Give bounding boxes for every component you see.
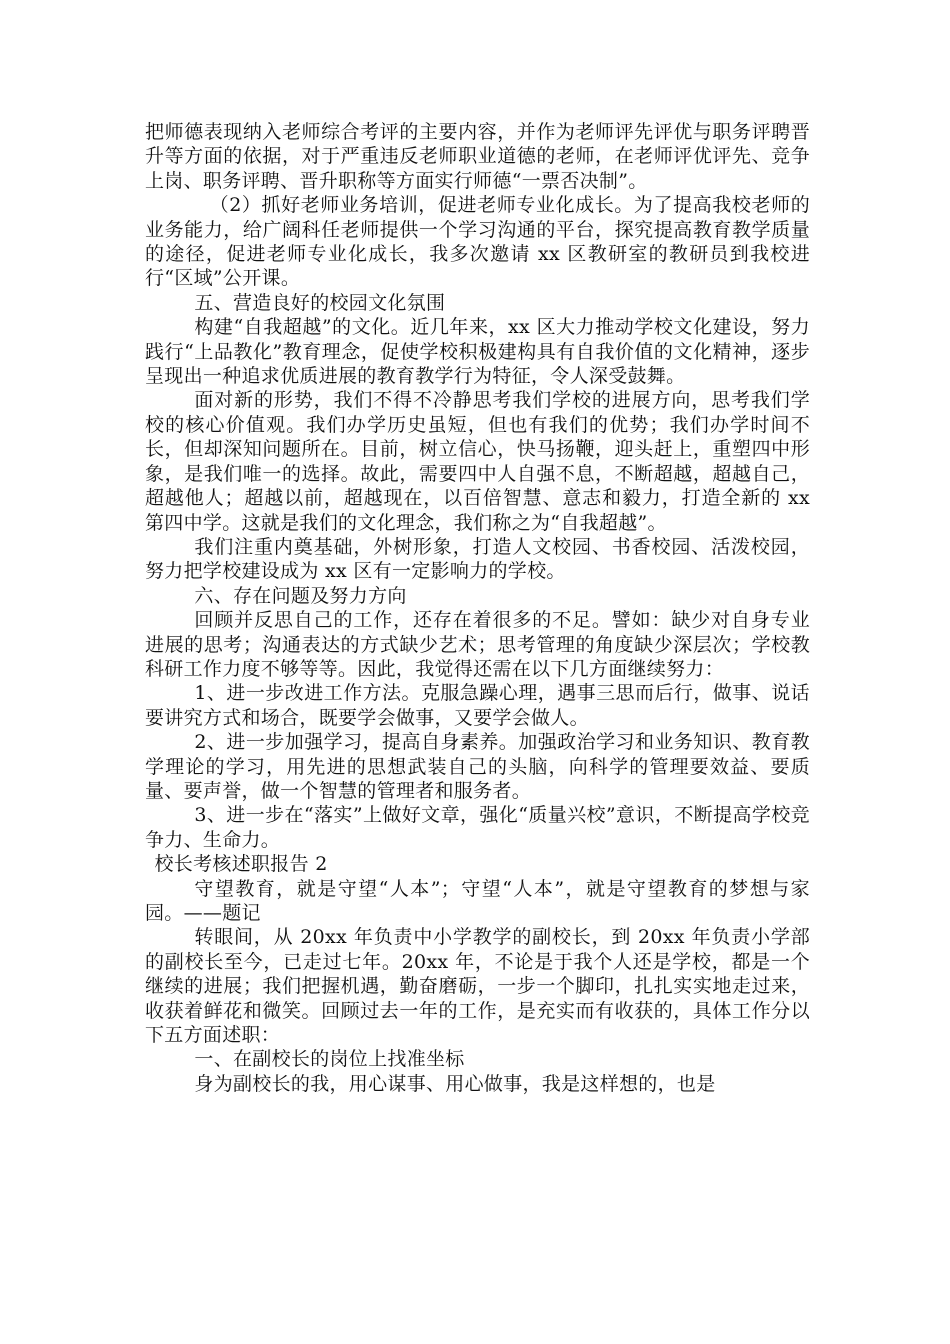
paragraph: 回顾并反思自己的工作，还存在着很多的不足。譬如：缺少对自身专业进展的思考；沟通表达的方式缺少艺术；思考管理的角度缺少深层次；学校教科研工作力度不够等等。因此，我觉得还需在以下几方面继续努力： xyxy=(145,609,810,680)
paragraph: 把师德表现纳入老师综合考评的主要内容，并作为老师评先评优与职务评聘晋升等方面的依据，对于严重违反老师职业道德的老师，在老师评优评先、竞争上岗、职务评聘、晋升职称等方面实行师德“一票否决制”。 xyxy=(145,121,810,192)
paragraph: 3、进一步在“落实”上做好文章，强化“质量兴校”意识，不断提高学校竞争力、生命力。 xyxy=(145,804,810,851)
paragraph: （2）抓好老师业务培训，促进老师专业化成长。为了提高我校老师的业务能力，给广阔科任老师提供一个学习沟通的平台，探究提高教育教学质量的途径，促进老师专业化成长，我多次邀请 xx 区教研室的教研员到我校进行“区域”公开课。 xyxy=(145,194,810,290)
paragraph: 面对新的形势，我们不得不冷静思考我们学校的进展方向，思考我们学校的核心价值观。我们办学历史虽短，但也有我们的优势；我们办学时间不长，但却深知问题所在。目前，树立信心，快马扬鞭，迎头赶上，重塑四中形象，是我们唯一的选择。故此，需要四中人自强不息，不断超越，超越自己，超越他人；超越以前，超越现在，以百倍智慧、意志和毅力，打造全新的 xx 第四中学。这就是我们的文化理念，我们称之为“自我超越”。 xyxy=(145,389,810,534)
paragraph: 身为副校长的我，用心谋事、用心做事，我是这样想的，也是 xyxy=(194,1072,716,1095)
paragraph: 守望教育，就是守望“人本”；守望“人本”，就是守望教育的梦想与家园。——题记 xyxy=(145,877,810,924)
paragraph: 2、进一步加强学习，提高自身素养。加强政治学习和业务知识、教育教学理论的学习，用先进的思想武装自己的头脑，向科学的管理要效益、要质量、要声誉，做一个智慧的管理者和服务者。 xyxy=(145,731,810,802)
report-title: 校长考核述职报告 2 xyxy=(154,853,328,876)
paragraph: 转眼间，从 20xx 年负责中小学教学的副校长，到 20xx 年负责小学部的副校长至今，已走过七年。20xx 年，不论是于我个人还是学校，都是一个继续的进展；我们把握机遇，勤奋磨砺，一步一个脚印，扎扎实实地走过来，收获着鲜花和微笑。回顾过去一年的工作，是充实而有收获的，具体工作分以下五方面述职： xyxy=(145,926,810,1047)
paragraph: 1、进一步改进工作方法。克服急躁心理，遇事三思而后行，做事、说话要讲究方式和场合，既要学会做事，又要学会做人。 xyxy=(145,682,810,729)
section-heading: 五、营造良好的校园文化氛围 xyxy=(194,291,446,314)
section-heading: 一、在副校长的岗位上找准坐标 xyxy=(194,1048,465,1071)
paragraph: 我们注重内奠基础，外树形象，打造人文校园、书香校园、活泼校园，努力把学校建设成为 xx 区有一定影响力的学校。 xyxy=(145,535,810,583)
section-heading: 六、存在问题及努力方向 xyxy=(194,584,407,607)
paragraph: 构建“自我超越”的文化。近几年来，xx 区大力推动学校文化建设，努力践行“上品教化”教育理念，促使学校积极建构具有自我价值的文化精神，逐步呈现出一种追求优质进展的教育教学行为特征，令人深受鼓舞。 xyxy=(145,316,810,388)
document-page xyxy=(145,120,810,1096)
